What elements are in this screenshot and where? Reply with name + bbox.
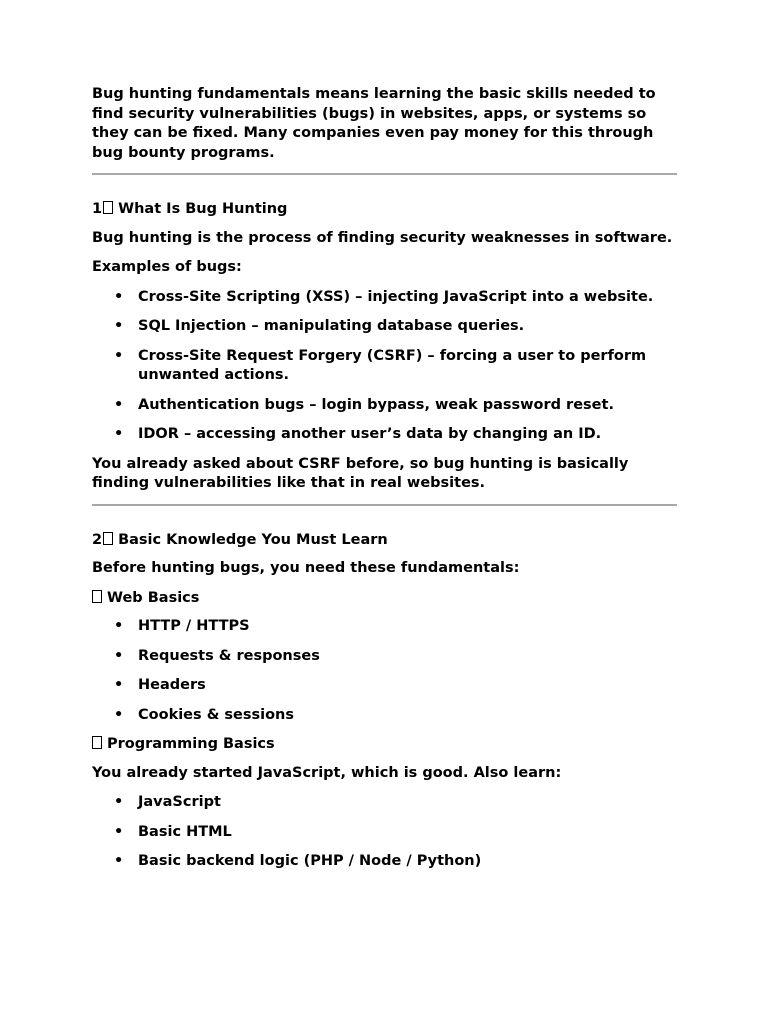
section-1-number: 1	[92, 201, 103, 217]
bullet-icon: •	[114, 677, 124, 693]
list-item-text: IDOR – accessing another user’s data by changing an ID.	[138, 426, 602, 442]
keycap-glyph-icon	[103, 532, 113, 545]
list-item-text: Cross-Site Scripting (XSS) – injecting JavaScript into a website.	[138, 288, 654, 305]
programming-basics-title: Programming Basics	[107, 736, 275, 752]
list-item-text: Authentication bugs – login bypass, weak password reset.	[138, 396, 614, 413]
list-item-text: Cookies & sessions	[138, 706, 294, 723]
list-item	[114, 852, 677, 872]
bullet-icon: •	[114, 618, 124, 634]
bullet-icon: •	[114, 647, 124, 664]
section-1-heading	[92, 200, 677, 220]
keycap-glyph-icon	[103, 201, 113, 214]
bullet-icon: •	[114, 288, 124, 305]
divider	[92, 504, 677, 506]
divider	[92, 173, 677, 175]
list-item-text: SQL Injection – manipulating database queries.	[138, 318, 525, 334]
section-2-number: 2	[92, 531, 103, 548]
bullet-icon: •	[114, 426, 124, 442]
list-item-text: Requests & responses	[138, 647, 320, 664]
section-1-definition: Bug hunting is the process of finding security weaknesses in software.	[92, 229, 673, 246]
list-item	[114, 317, 677, 337]
bullet-icon: •	[114, 853, 124, 869]
programming-basics-list	[92, 793, 677, 872]
list-item-text: Cross-Site Request Forgery (CSRF) – forcing a user to perform unwanted actions.	[138, 347, 647, 383]
section-2-heading	[92, 531, 677, 551]
bullet-icon: •	[114, 794, 124, 810]
list-item	[114, 706, 677, 726]
list-item-text: JavaScript	[138, 794, 221, 810]
intro-paragraph: Bug hunting fundamentals means learning the basic skills needed to find security vulnerabilities (bugs) in websites, apps, or systems so they can be fixed. Many companies even pay money for this through bug bounty programs.	[92, 86, 656, 161]
examples-label: Examples of bugs:	[92, 259, 242, 275]
programming-basics-heading	[92, 735, 677, 755]
list-item	[114, 288, 677, 308]
list-item	[114, 396, 677, 416]
emoji-glyph-icon	[92, 736, 102, 749]
list-item-text: Basic HTML	[138, 823, 232, 840]
section-2-intro: Before hunting bugs, you need these fundamentals:	[92, 560, 520, 576]
document-page	[92, 85, 677, 882]
web-basics-heading	[92, 589, 677, 609]
section-1-title: What Is Bug Hunting	[118, 201, 288, 217]
examples-list	[92, 288, 677, 445]
emoji-glyph-icon	[92, 590, 102, 603]
list-item-text: Basic backend logic (PHP / Node / Python)	[138, 853, 482, 869]
section-2-title: Basic Knowledge You Must Learn	[118, 531, 388, 548]
list-item-text: HTTP / HTTPS	[138, 618, 250, 634]
bullet-icon: •	[114, 706, 124, 723]
list-item-text: Headers	[138, 677, 206, 693]
list-item	[114, 425, 677, 445]
bullet-icon: •	[114, 396, 124, 413]
list-item	[114, 793, 677, 813]
bullet-icon: •	[114, 347, 124, 364]
list-item	[114, 823, 677, 843]
list-item	[114, 647, 677, 667]
list-item	[114, 347, 677, 386]
bullet-icon: •	[114, 318, 124, 334]
list-item	[114, 617, 677, 637]
web-basics-title: Web Basics	[107, 589, 200, 606]
section-1-note: You already asked about CSRF before, so bug hunting is basically finding vulnerabilities like that in real websites.	[92, 455, 629, 491]
programming-basics-intro: You already started JavaScript, which is good. Also learn:	[92, 764, 562, 781]
list-item	[114, 676, 677, 696]
bullet-icon: •	[114, 823, 124, 840]
web-basics-list	[92, 617, 677, 725]
